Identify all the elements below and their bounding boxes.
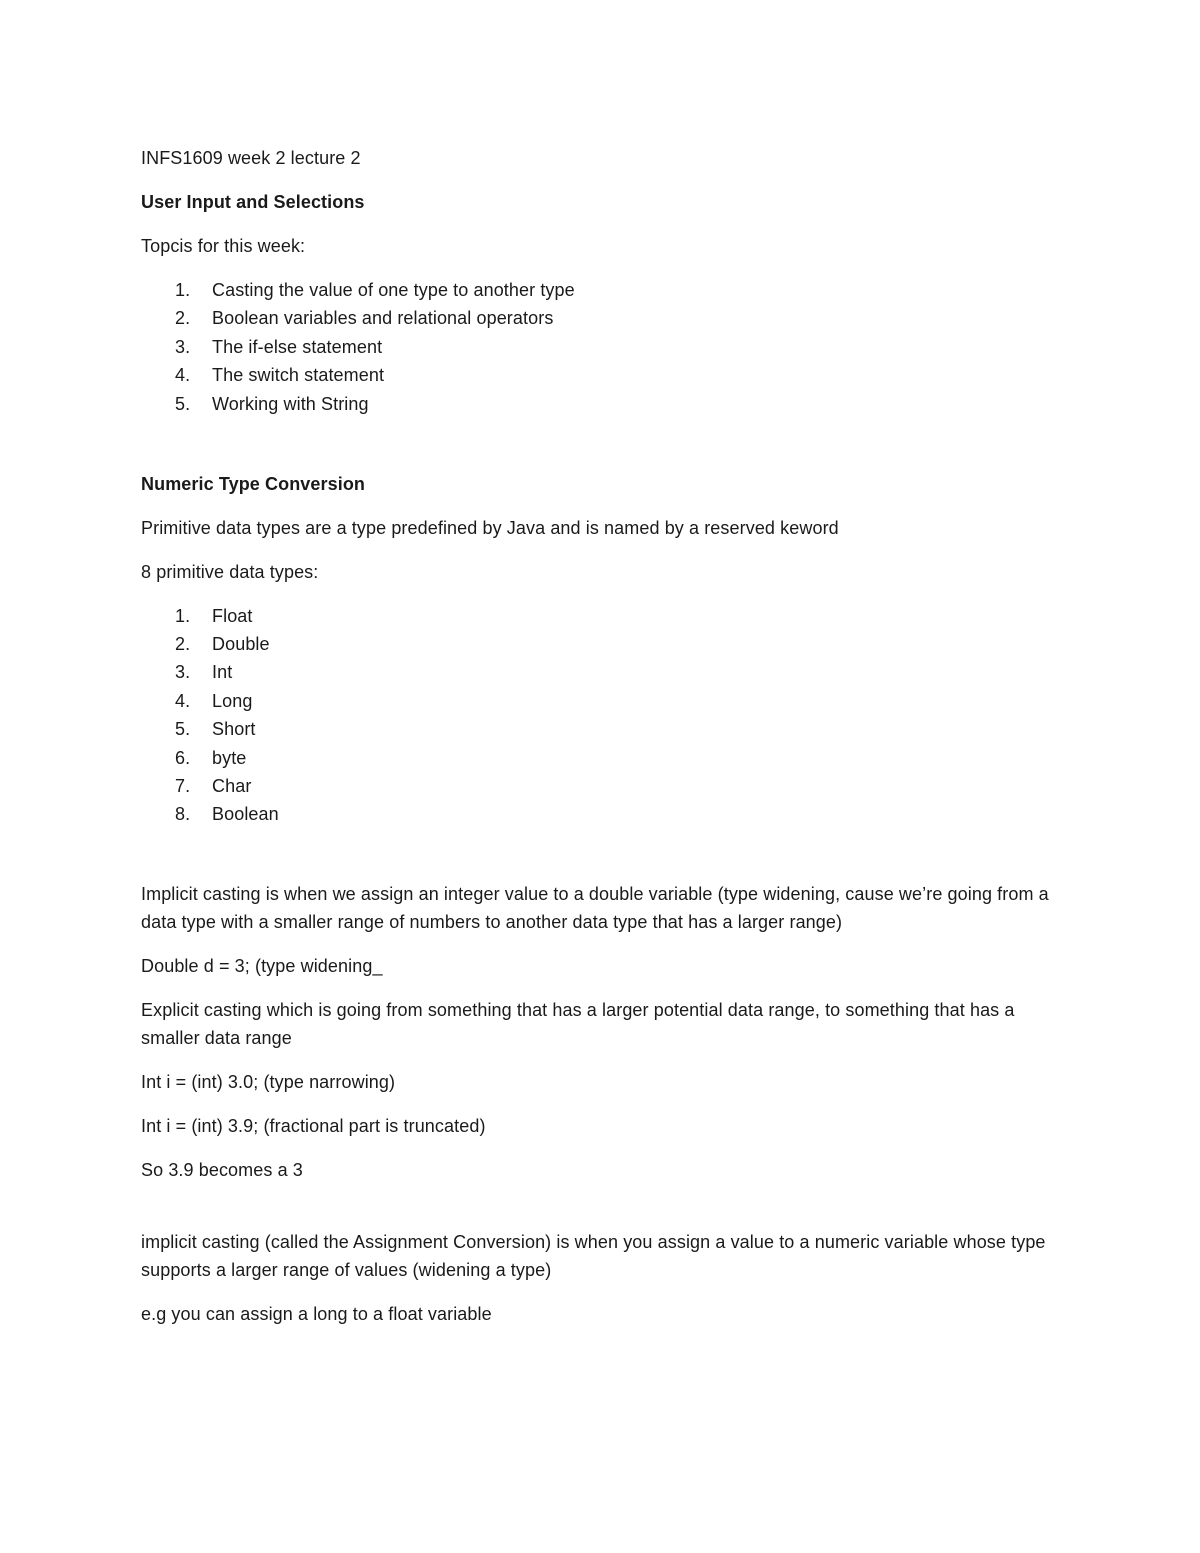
so-line: So 3.9 becomes a 3	[141, 1160, 303, 1181]
document-body	[141, 144, 1061, 1344]
type-text: Long	[212, 690, 253, 711]
explicit-casting-paragraph: Explicit casting which is going from something that has a larger potential data range, to something that has a smaller data range	[141, 1000, 1015, 1049]
topic-text: The if-else statement	[212, 336, 383, 357]
list-item: 3. Int	[175, 662, 233, 683]
example-line: e.g you can assign a long to a float variable	[141, 1304, 492, 1325]
heading-user-input: User Input and Selections	[141, 192, 365, 212]
type-text: Float	[212, 605, 253, 626]
double-example: Double d = 3; (type widening_	[141, 956, 383, 977]
type-text: Boolean	[212, 804, 279, 825]
spacer	[141, 1200, 1061, 1228]
topic-text: The switch statement	[212, 365, 385, 386]
heading-numeric-conversion: Numeric Type Conversion	[141, 473, 366, 494]
doc-title-line: INFS1609 week 2 lecture 2	[141, 148, 361, 168]
type-text: Short	[212, 719, 256, 740]
list-item: 7. Char	[175, 775, 252, 796]
list-item: 5. Short	[175, 719, 256, 740]
list-item: 3. The if-else statement	[175, 336, 383, 357]
list-item: 8. Boolean	[175, 804, 279, 825]
list-item: 1. Float	[175, 605, 253, 626]
topics-list	[141, 276, 1061, 418]
list-item: 5. Working with String	[175, 393, 369, 414]
list-item: 4. The switch statement	[175, 365, 385, 386]
list-item: 6. byte	[175, 747, 247, 768]
assignment-conversion-paragraph: implicit casting (called the Assignment Conversion) is when you assign a value to a numeric variable whose type supports a larger range of values (widening a type)	[141, 1232, 1046, 1281]
primitive-intro: 8 primitive data types:	[141, 561, 319, 582]
list-item: 1. Casting the value of one type to another type	[175, 280, 575, 300]
list-item: 4. Long	[175, 690, 253, 711]
type-text: Char	[212, 775, 252, 796]
implicit-casting-paragraph: Implicit casting is when we assign an integer value to a double variable (type widening, cause we’re going from a data type with a smaller range of numbers to another data type that has a larger range)	[141, 884, 1049, 933]
list-item: 2. Boolean variables and relational operators	[175, 308, 554, 329]
type-text: Int	[212, 662, 233, 683]
list-item: 2. Double	[175, 633, 270, 654]
int-example-narrowing: Int i = (int) 3.0; (type narrowing)	[141, 1072, 396, 1093]
primitive-types-list	[141, 602, 1061, 829]
type-text: Double	[212, 633, 270, 654]
topic-text: Working with String	[212, 393, 369, 414]
spacer	[141, 844, 1061, 880]
type-text: byte	[212, 747, 247, 768]
topics-intro: Topcis for this week:	[141, 236, 306, 256]
primitive-definition: Primitive data types are a type predefined by Java and is named by a reserved keword	[141, 517, 839, 538]
topic-text: Casting the value of one type to another type	[212, 280, 575, 300]
spacer	[141, 434, 1061, 470]
topic-text: Boolean variables and relational operators	[212, 308, 554, 329]
int-example-truncated: Int i = (int) 3.9; (fractional part is truncated)	[141, 1116, 486, 1137]
